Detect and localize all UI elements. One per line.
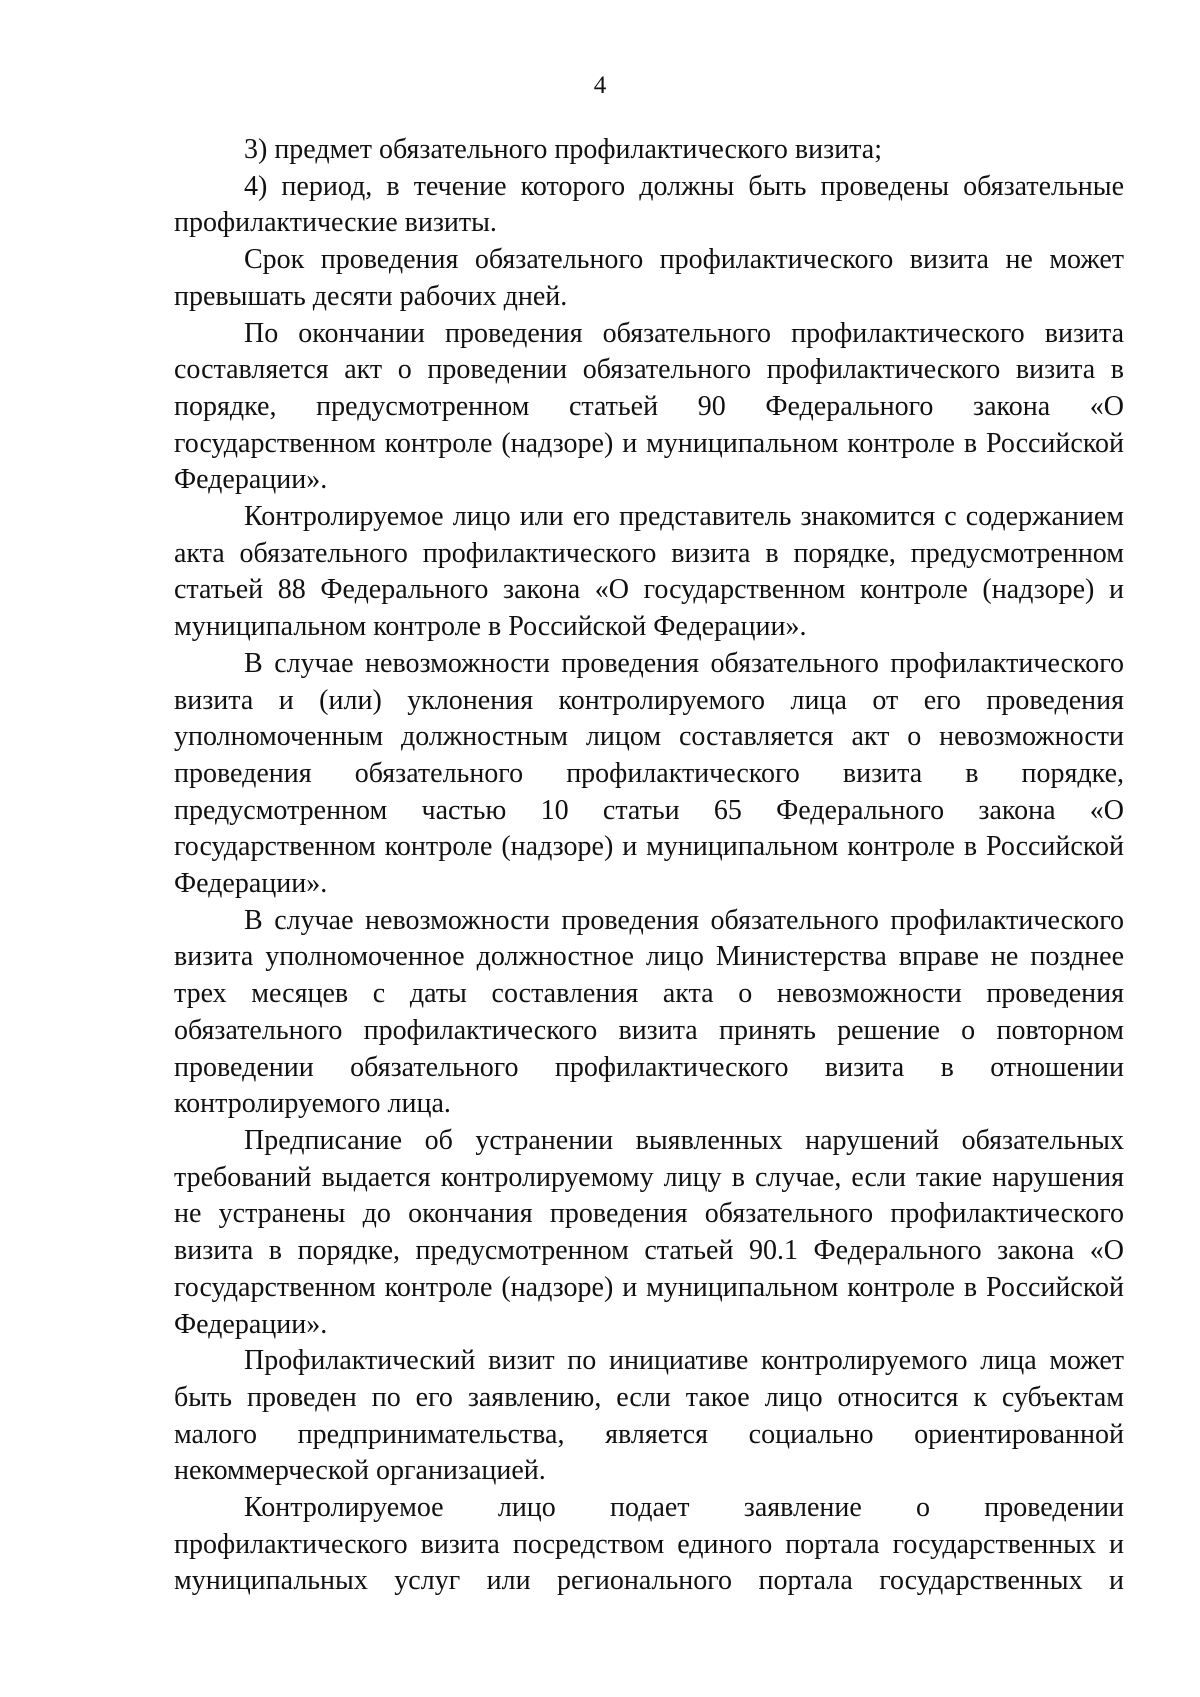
- paragraph-repeat-visit: В случае невозможности проведения обязательного профилактического визита уполномоченное должностное лицо Министерства вправе не позднее трех месяцев с даты составления акта о невозможности проведения обязательного профилактического визита принять решение о повторном проведении обязательного профилактического визита в отношении контролируемого лица.: [174, 904, 1124, 1120]
- paragraph-act-familiarization: Контролируемое лицо или его представитель знакомится с содержанием акта обязательного профилактического визита в порядке, предусмотренном статьей 88 Федерального закона «О государственном контроле (надзоре) и муниципальном контроле в Российской Федерации».: [174, 501, 1124, 643]
- paragraph-initiative-visit: Профилактический визит по инициативе контролируемого лица может быть проведен по его заявлению, если такое лицо относится к субъектам малого предпринимательства, является социально ориентированной некоммерческой организацией.: [174, 1345, 1124, 1487]
- document-body: [174, 132, 1124, 1600]
- paragraph-application: Контролируемое лицо подает заявление о проведении профилактического визита посредством единого портала государственных и муниципальных услуг или регионального портала государственных и: [174, 1492, 1124, 1597]
- page-number: 4: [593, 72, 607, 99]
- paragraph-impossibility-act: В случае невозможности проведения обязательного профилактического визита и (или) уклонения контролируемого лица от его проведения уполномоченным должностным лицом составляется акт о невозможности проведения обязательного профилактического визита в порядке, предусмотренном частью 10 статьи 65 Федерального закона «О государственном контроле (надзоре) и муниципальном контроле в Российской Федерации».: [174, 647, 1124, 900]
- paragraph-list-item-3: 3) предмет обязательного профилактического визита;: [244, 134, 882, 165]
- paragraph-prescription: Предписание об устранении выявленных нарушений обязательных требований выдается контролируемому лицу в случае, если такие нарушения не устранены до окончания проведения обязательного профилактического визита в порядке, предусмотренном статьей 90.1 Федерального закона «О государственном контроле (надзоре) и муниципальном контроле в Российской Федерации».: [174, 1124, 1124, 1340]
- paragraph-list-item-4: 4) период, в течение которого должны быть проведены обязательные профилактические визиты.: [174, 170, 1124, 239]
- paragraph-visit-duration: Срок проведения обязательного профилактического визита не может превышать десяти рабочих дней.: [174, 244, 1124, 312]
- paragraph-visit-act: По окончании проведения обязательного профилактического визита составляется акт о проведении обязательного профилактического визита в порядке, предусмотренном статьей 90 Федерального закона «О государственном контроле (надзоре) и муниципальном контроле в Российской Федерации».: [174, 317, 1124, 496]
